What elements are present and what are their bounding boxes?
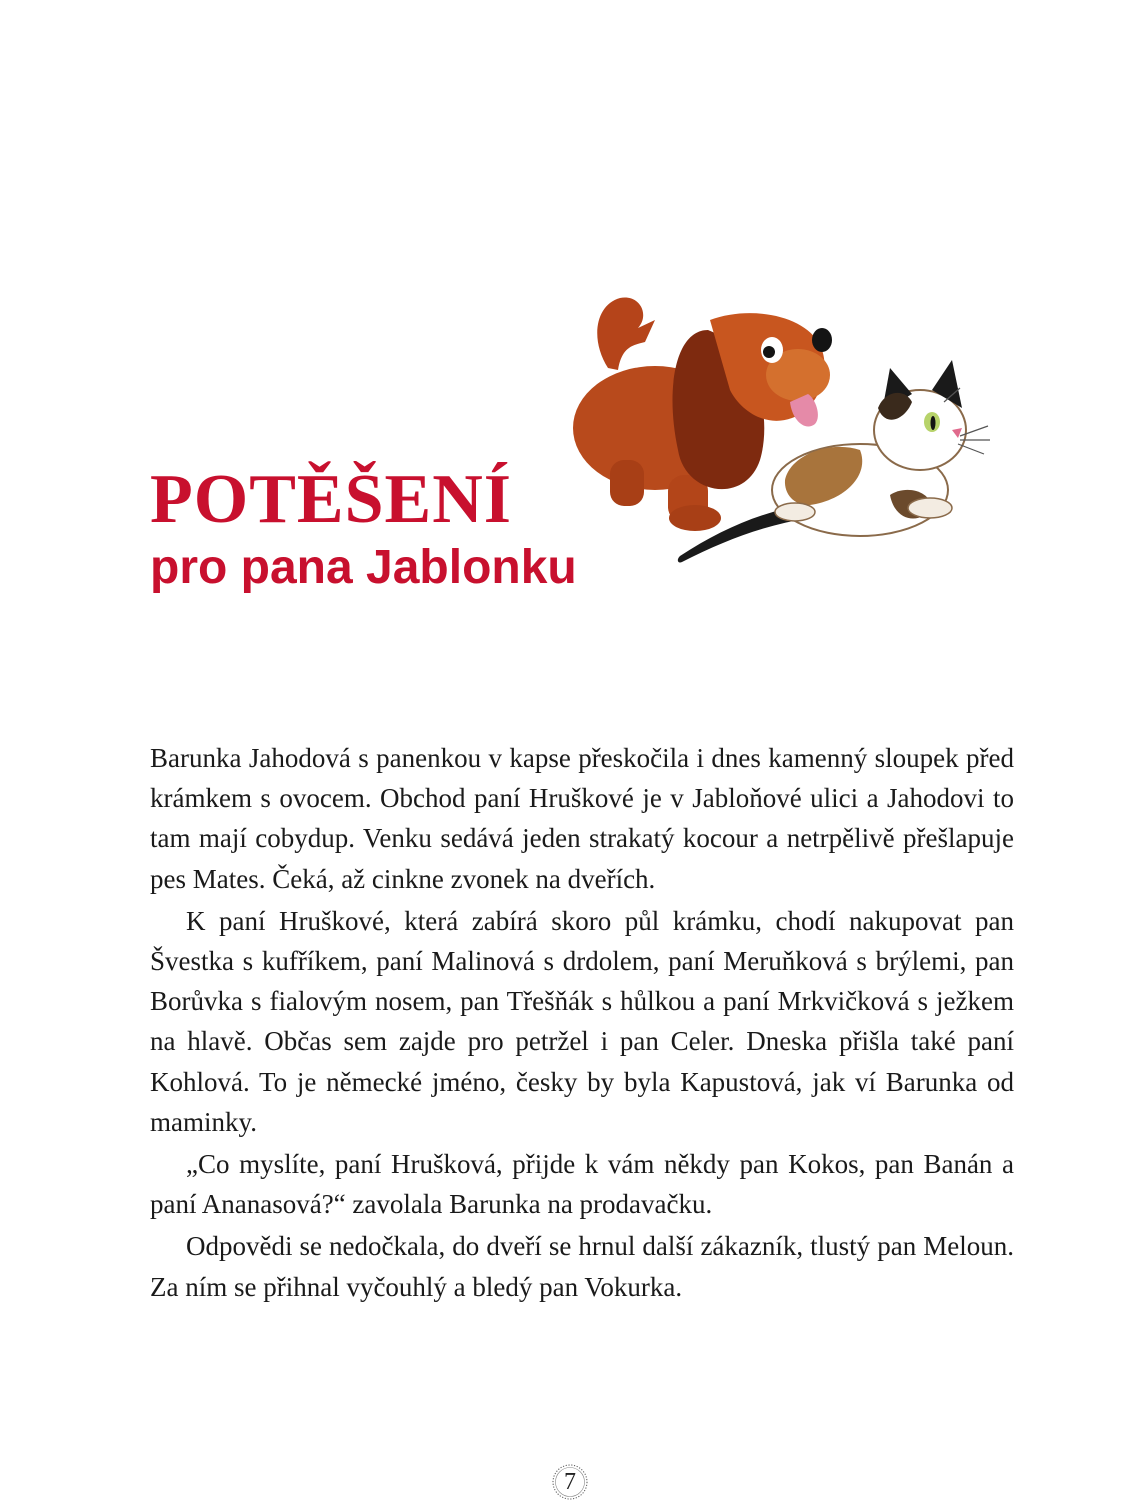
chapter-title: POTĚŠENÍ bbox=[150, 461, 512, 538]
paragraph: K paní Hruškové, která zabírá skoro půl krámku, chodí nakupovat pan Švestka s kufříkem, paní Malinová s drdolem, paní Meruňková s brýlemi, pan Borůvka s fialovým nosem, pan Třešňák s hůlkou a paní Mrkvičková s ježkem na hlavě. Občas sem zajde pro petržel i pan Celer. Dneska přišla také paní Kohlová. To je německé jméno, česky by byla Kapustová, jak ví Barunka od maminky. bbox=[150, 905, 1014, 1137]
dog-and-cat-illustration bbox=[560, 290, 990, 580]
story-text bbox=[150, 738, 1014, 1309]
paragraph: „Co myslíte, paní Hrušková, přijde k vám někdy pan Kokos, pan Banán a paní Ananasová?“ zavolala Barunka na prodavačku. bbox=[150, 1149, 1014, 1220]
chapter-subtitle: pro pana Jablonku bbox=[150, 541, 577, 594]
page-number bbox=[550, 1462, 590, 1502]
page-number-value: 7 bbox=[564, 1469, 576, 1495]
paragraph: Odpovědi se nedočkala, do dveří se hrnul další zákazník, tlustý pan Meloun. Za ním se přihnal vyčouhlý a bledý pan Vokurka. bbox=[150, 1231, 1014, 1302]
paragraph: Barunka Jahodová s panenkou v kapse přeskočila i dnes kamenný sloupek před krámkem s ovocem. Obchod paní Hruškové je v Jabloňové ulici a Jahodovi to tam mají cobydup. Venku sedává jeden strakatý kocour a netrpělivě přešlapuje pes Mates. Čeká, až cinkne zvonek na dveřích. bbox=[150, 743, 1014, 894]
